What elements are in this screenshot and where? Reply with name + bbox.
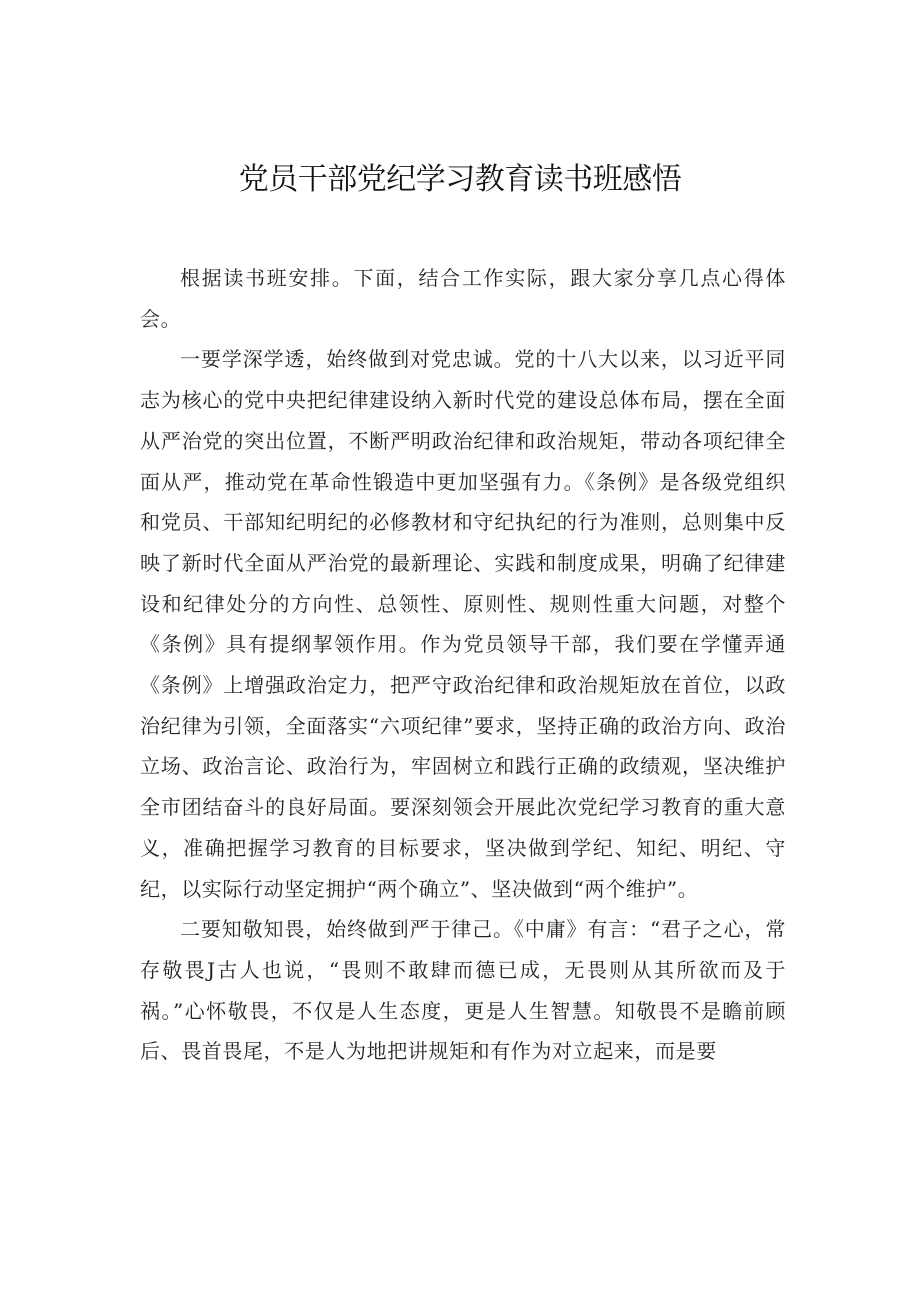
paragraph-point-two: 二要知敬知畏，始终做到严于律己。《中庸》有言：“君子之心，常存敬畏J古人也说，“畏则不敢肆而德已成，无畏则从其所欲而及于祸。”心怀敬畏，不仅是人生态度，更是人生智慧。知敬畏不是瞻前顾后、畏首畏尾，不是人为地把讲规矩和有作为对立起来，而是要: [140, 917, 786, 1064]
paragraph-point-one: 一要学深学透，始终做到对党忠诚。党的十八大以来，以习近平同志为核心的党中央把纪律建设纳入新时代党的建设总体布局，摆在全面从严治党的突出位置，不断严明政治纪律和政治规矩，带动各项纪律全面从严，推动党在革命性锻造中更加坚强有力。《条例》是各级党组织和党员、干部知纪明纪的必修教材和守纪执纪的行为准则，总则集中反映了新时代全面从严治党的最新理论、实践和制度成果，明确了纪律建设和纪律处分的方向性、总领性、原则性、规则性重大问题，对整个《条例》具有提纲挈领作用。作为党员领导干部，我们要在学懂弄通《条例》上增强政治定力，把严守政治纪律和政治规矩放在首位，以政治纪律为引领，全面落实“六项纪律”要求，坚持正确的政治方向、政治立场、政治言论、政治行为，牢固树立和践行正确的政绩观，坚决维护全市团结奋斗的良好局面。要深刻领会开展此次党纪学习教育的重大意义，准确把握学习教育的目标要求，坚决做到学纪、知纪、明纪、守纪，以实际行动坚定拥护“两个确立”、坚决做到“两个维护”。: [140, 347, 786, 901]
document-title: 党员干部党纪学习教育读书班感悟: [238, 162, 682, 197]
document-body: [140, 258, 786, 1072]
paragraph-intro: 根据读书班安排。下面，结合工作实际，跟大家分享几点心得体会。: [140, 266, 786, 331]
